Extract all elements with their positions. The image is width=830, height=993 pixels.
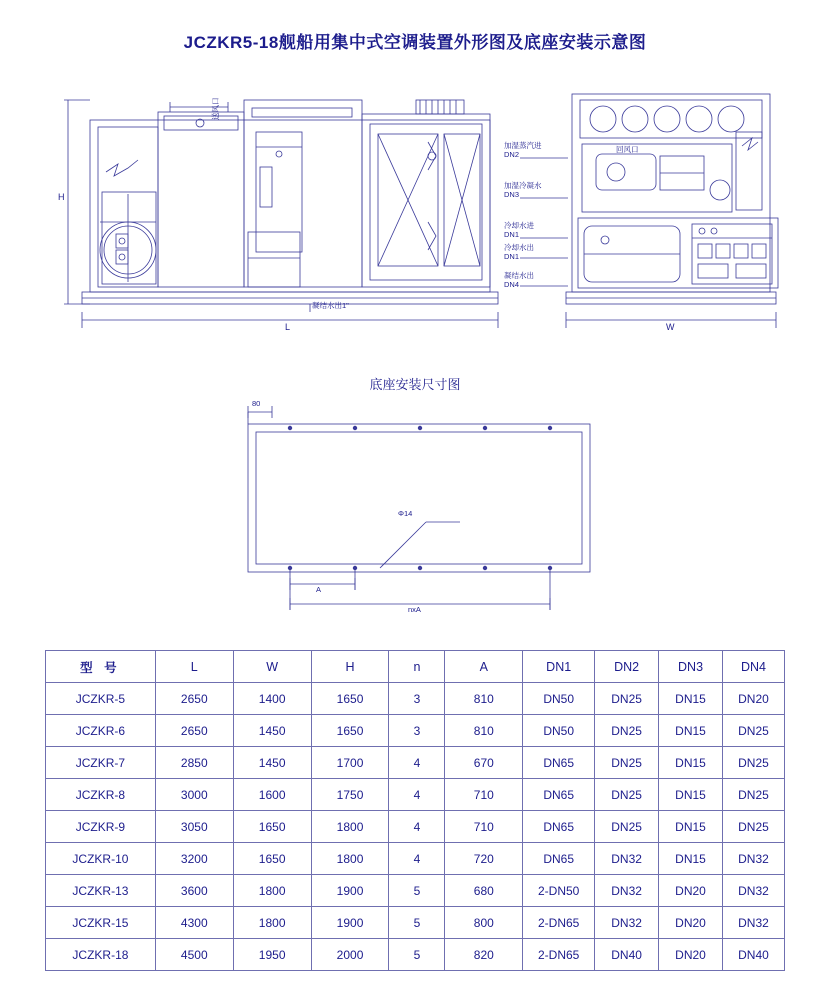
cell-l: 3050 bbox=[155, 811, 233, 843]
cell-dn3: DN15 bbox=[659, 715, 723, 747]
port-name-dn2: 加湿蒸汽进 bbox=[504, 141, 542, 150]
port-name-dn4: 凝结水出 bbox=[504, 271, 534, 280]
cell-a: 710 bbox=[445, 811, 523, 843]
cell-w: 1650 bbox=[233, 843, 311, 875]
cell-dn4: DN20 bbox=[722, 683, 784, 715]
header-model: 型 号 bbox=[46, 651, 156, 683]
cell-dn2: DN32 bbox=[595, 875, 659, 907]
dim-width-label: W bbox=[666, 322, 675, 332]
cell-h: 1750 bbox=[311, 779, 389, 811]
cell-dn2: DN25 bbox=[595, 715, 659, 747]
cell-l: 4500 bbox=[155, 939, 233, 971]
header-dn4: DN4 bbox=[722, 651, 784, 683]
cell-n: 5 bbox=[389, 939, 445, 971]
cell-a: 820 bbox=[445, 939, 523, 971]
cell-dn3: DN20 bbox=[659, 907, 723, 939]
base-drawing-svg bbox=[230, 398, 610, 628]
table-row bbox=[46, 715, 785, 747]
cell-dn1: 2-DN65 bbox=[523, 939, 595, 971]
cell-a: 670 bbox=[445, 747, 523, 779]
dim-length-label: L bbox=[285, 322, 291, 332]
span-dim-label: nxA bbox=[408, 605, 421, 614]
cell-w: 1450 bbox=[233, 747, 311, 779]
cell-l: 4300 bbox=[155, 907, 233, 939]
cell-a: 800 bbox=[445, 907, 523, 939]
cell-n: 5 bbox=[389, 907, 445, 939]
cell-dn2: DN25 bbox=[595, 779, 659, 811]
base-mounting-drawing bbox=[230, 398, 610, 628]
header-dn3: DN3 bbox=[659, 651, 723, 683]
cell-dn4: DN32 bbox=[722, 843, 784, 875]
cell-model: JCZKR-10 bbox=[46, 843, 156, 875]
header-a: A bbox=[445, 651, 523, 683]
cell-a: 680 bbox=[445, 875, 523, 907]
cell-h: 2000 bbox=[311, 939, 389, 971]
table-row bbox=[46, 907, 785, 939]
cell-dn1: DN50 bbox=[523, 683, 595, 715]
cell-model: JCZKR-18 bbox=[46, 939, 156, 971]
table-row bbox=[46, 811, 785, 843]
port-label-dn3 bbox=[504, 182, 542, 199]
cell-dn2: DN32 bbox=[595, 907, 659, 939]
port-code-dn1-in: DN1 bbox=[504, 229, 520, 239]
cell-dn3: DN20 bbox=[659, 939, 723, 971]
port-code-dn4: DN4 bbox=[504, 279, 520, 289]
header-dn2: DN2 bbox=[595, 651, 659, 683]
cell-h: 1800 bbox=[311, 811, 389, 843]
cell-dn4: DN25 bbox=[722, 779, 784, 811]
cell-w: 1450 bbox=[233, 715, 311, 747]
cell-l: 3600 bbox=[155, 875, 233, 907]
cell-dn1: DN65 bbox=[523, 843, 595, 875]
cell-model: JCZKR-6 bbox=[46, 715, 156, 747]
cell-dn3: DN15 bbox=[659, 683, 723, 715]
header-l: L bbox=[155, 651, 233, 683]
cell-dn2: DN25 bbox=[595, 683, 659, 715]
header-n: n bbox=[389, 651, 445, 683]
port-name-dn1-in: 冷却水进 bbox=[504, 221, 534, 230]
cell-dn1: 2-DN65 bbox=[523, 907, 595, 939]
cell-model: JCZKR-7 bbox=[46, 747, 156, 779]
cell-n: 4 bbox=[389, 747, 445, 779]
table-row bbox=[46, 875, 785, 907]
cell-n: 3 bbox=[389, 683, 445, 715]
cell-a: 810 bbox=[445, 715, 523, 747]
cell-dn3: DN15 bbox=[659, 779, 723, 811]
port-label-dn1-out bbox=[504, 244, 534, 261]
cell-l: 3200 bbox=[155, 843, 233, 875]
cell-n: 3 bbox=[389, 715, 445, 747]
port-code-dn2: DN2 bbox=[504, 149, 520, 159]
port-code-dn1-out: DN1 bbox=[504, 251, 520, 261]
table-row bbox=[46, 683, 785, 715]
cell-model: JCZKR-5 bbox=[46, 683, 156, 715]
spec-table bbox=[45, 650, 785, 971]
cell-l: 2650 bbox=[155, 715, 233, 747]
cell-a: 810 bbox=[445, 683, 523, 715]
cell-model: JCZKR-13 bbox=[46, 875, 156, 907]
table-row bbox=[46, 779, 785, 811]
cell-dn4: DN25 bbox=[722, 715, 784, 747]
cell-dn4: DN40 bbox=[722, 939, 784, 971]
cell-h: 1900 bbox=[311, 907, 389, 939]
cell-model: JCZKR-9 bbox=[46, 811, 156, 843]
hole-diameter-label: Φ14 bbox=[398, 509, 413, 518]
drain-label: 凝结水出1" bbox=[312, 301, 349, 310]
cell-w: 1400 bbox=[233, 683, 311, 715]
cell-n: 4 bbox=[389, 779, 445, 811]
cell-n: 4 bbox=[389, 843, 445, 875]
cell-h: 1800 bbox=[311, 843, 389, 875]
cell-h: 1700 bbox=[311, 747, 389, 779]
cell-dn2: DN40 bbox=[595, 939, 659, 971]
cell-dn3: DN15 bbox=[659, 843, 723, 875]
port-label-dn4 bbox=[504, 272, 534, 289]
cell-h: 1900 bbox=[311, 875, 389, 907]
table-row bbox=[46, 843, 785, 875]
top-assembly-drawing bbox=[60, 72, 780, 332]
cell-w: 1600 bbox=[233, 779, 311, 811]
table-row bbox=[46, 747, 785, 779]
cell-dn1: DN65 bbox=[523, 779, 595, 811]
port-label-dn1-in bbox=[504, 222, 534, 239]
cell-dn4: DN32 bbox=[722, 907, 784, 939]
cell-dn4: DN25 bbox=[722, 747, 784, 779]
cell-l: 3000 bbox=[155, 779, 233, 811]
port-name-dn1-out: 冷却水出 bbox=[504, 243, 534, 252]
port-label-dn2 bbox=[504, 142, 542, 159]
cell-dn2: DN25 bbox=[595, 811, 659, 843]
cell-dn3: DN15 bbox=[659, 747, 723, 779]
cell-dn2: DN25 bbox=[595, 747, 659, 779]
port-name-dn3: 加湿冷凝水 bbox=[504, 181, 542, 190]
cell-h: 1650 bbox=[311, 683, 389, 715]
cell-dn1: DN65 bbox=[523, 811, 595, 843]
cell-a: 710 bbox=[445, 779, 523, 811]
cell-dn1: DN50 bbox=[523, 715, 595, 747]
cell-dn1: 2-DN50 bbox=[523, 875, 595, 907]
pitch-dim-label: A bbox=[316, 585, 322, 594]
page-title: JCZKR5-18舰船用集中式空调装置外形图及底座安装示意图 bbox=[183, 33, 647, 52]
dim-height-label: H bbox=[58, 192, 65, 202]
header-dn1: DN1 bbox=[523, 651, 595, 683]
cell-l: 2650 bbox=[155, 683, 233, 715]
cell-n: 4 bbox=[389, 811, 445, 843]
cell-a: 720 bbox=[445, 843, 523, 875]
cell-w: 1650 bbox=[233, 811, 311, 843]
cell-w: 1800 bbox=[233, 875, 311, 907]
spec-table-container bbox=[45, 650, 785, 971]
cell-l: 2850 bbox=[155, 747, 233, 779]
port-code-dn3: DN3 bbox=[504, 189, 520, 199]
inner-label-return-air: 回风口 bbox=[616, 145, 639, 154]
cell-dn4: DN25 bbox=[722, 811, 784, 843]
top-drawing-svg bbox=[60, 72, 780, 332]
table-row bbox=[46, 939, 785, 971]
header-h: H bbox=[311, 651, 389, 683]
cell-model: JCZKR-8 bbox=[46, 779, 156, 811]
cell-dn4: DN32 bbox=[722, 875, 784, 907]
cell-h: 1650 bbox=[311, 715, 389, 747]
cell-w: 1950 bbox=[233, 939, 311, 971]
header-w: W bbox=[233, 651, 311, 683]
cell-w: 1800 bbox=[233, 907, 311, 939]
cell-n: 5 bbox=[389, 875, 445, 907]
cell-dn3: DN20 bbox=[659, 875, 723, 907]
base-edge-dim-label: 80 bbox=[252, 399, 261, 408]
base-drawing-title: 底座安装尺寸图 bbox=[369, 377, 461, 392]
cell-dn2: DN32 bbox=[595, 843, 659, 875]
cell-model: JCZKR-15 bbox=[46, 907, 156, 939]
cell-dn1: DN65 bbox=[523, 747, 595, 779]
cell-dn3: DN15 bbox=[659, 811, 723, 843]
inner-label-supply-air: 送风口 bbox=[211, 97, 220, 120]
table-header-row bbox=[46, 651, 785, 683]
